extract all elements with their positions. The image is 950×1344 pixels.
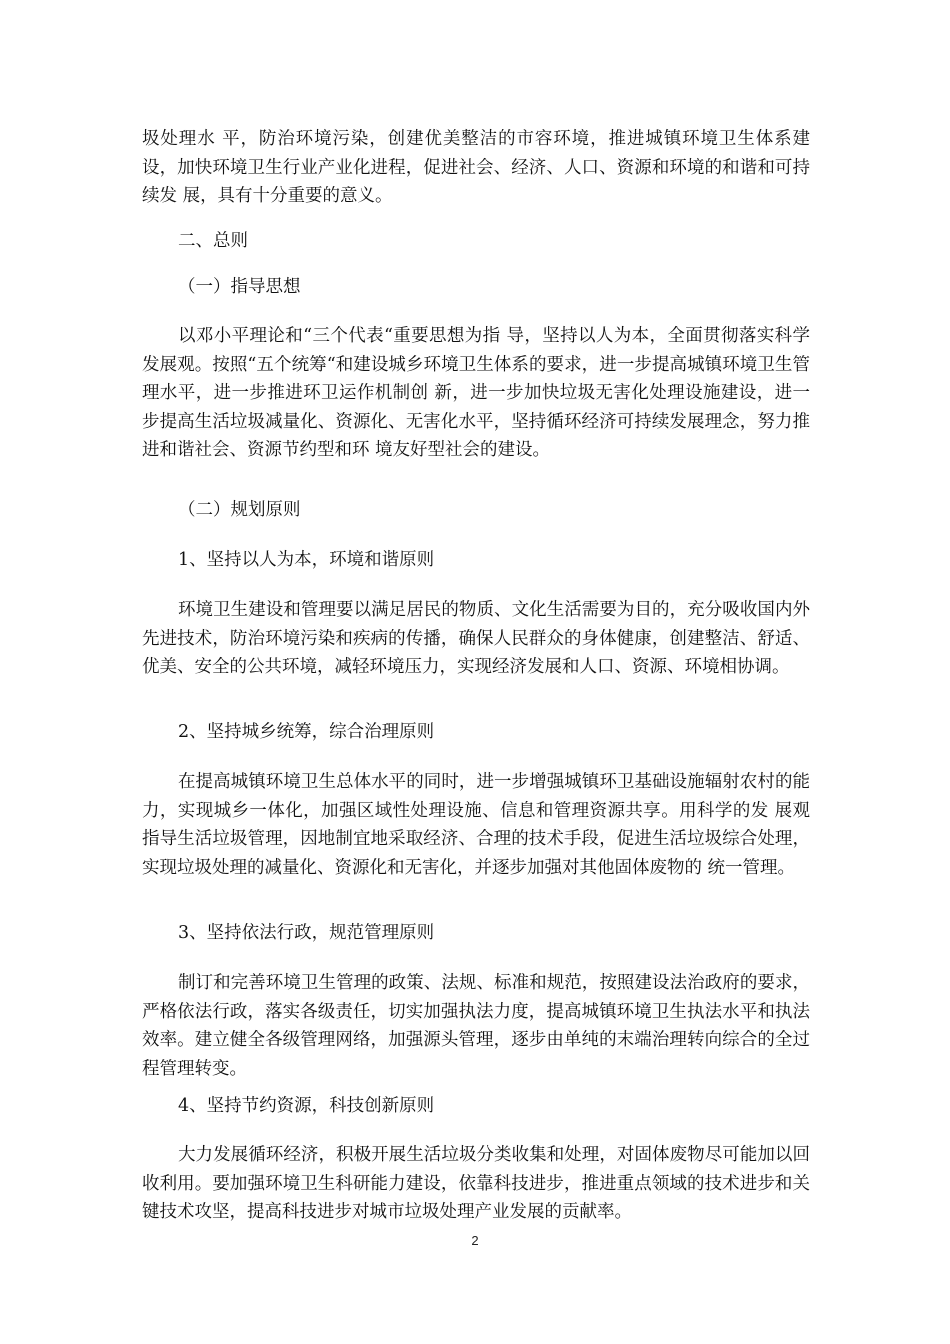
heading-text: 2、坚持城乡统筹，综合治理原则 <box>178 722 435 742</box>
paragraph-principle-3 <box>142 969 810 1083</box>
principle-heading-3 <box>142 919 810 948</box>
heading-text: 4、坚持节约资源，科技创新原则 <box>178 1096 435 1116</box>
paragraph-continuation <box>142 125 810 211</box>
heading-text: （二）规划原则 <box>178 500 301 520</box>
paragraph-text: 制订和完善环境卫生管理的政策、法规、标准和规范，按照建设法治政府的要求，严格依法行政，落实各级责任，切实加强执法力度，提高城镇环境卫生执法水平和执法效率。建立健全各级管理网络，加强源头管理，逐步由单纯的末端治理转向综合的全过程管理转变。 <box>142 973 810 1079</box>
subheading-guiding-ideology <box>142 273 810 302</box>
paragraph-text: 在提高城镇环境卫生总体水平的同时，进一步增强城镇环卫基础设施辐射农村的能力，实现城乡一体化，加强区域性处理设施、信息和管理资源共享。用科学的发 展观指导生活垃圾管理，因地制宜地采取经济、合理的技术手段，促进生活垃圾综合处理，实现垃圾处理的减量化、资源化和无害化，并逐步加强对其他固体废物的 统一管理。 <box>142 772 810 878</box>
heading-text: 3、坚持依法行政，规范管理原则 <box>178 923 435 943</box>
principle-heading-2 <box>142 718 810 747</box>
paragraph-text: 圾处理水 平，防治环境污染，创建优美整洁的市容环境，推进城镇环境卫生体系建设，加快环境卫生行业产业化进程，促进社会、经济、人口、资源和环境的和谐和可持续发 展，具有十分重要的意义。 <box>142 129 810 206</box>
paragraph-text: 环境卫生建设和管理要以满足居民的物质、文化生活需要为目的，充分吸收国内外先进技术，防治环境污染和疾病的传播，确保人民群众的身体健康，创建整洁、舒适、优美、安全的公共环境，减轻环境压力，实现经济发展和人口、资源、环境相协调。 <box>142 600 810 677</box>
section-heading-general-principles <box>142 227 810 256</box>
heading-text: （一）指导思想 <box>178 277 301 297</box>
page-number: 2 <box>471 1233 479 1248</box>
paragraph-text: 以邓小平理论和“三个代表“重要思想为指 导，坚持以人为本，全面贯彻落实科学发展观。按照“五个统筹“和建设城乡环境卫生体系的要求，进一步提高城镇环境卫生管理水平，进一步推进环卫运作机制创 新，进一步加快垃圾无害化处理设施建设，进一步提高生活垃圾减量化、资源化、无害化水平，坚持循环经济可持续发展理念，努力推进和谐社会、资源节约型和环 境友好型社会的建设。 <box>142 326 810 460</box>
paragraph-guiding-ideology <box>142 322 810 465</box>
paragraph-principle-1 <box>142 596 810 682</box>
heading-text: 二、总则 <box>178 231 248 251</box>
paragraph-principle-4 <box>142 1141 810 1227</box>
subheading-planning-principles <box>142 496 810 525</box>
principle-heading-1 <box>142 546 810 575</box>
principle-heading-4 <box>142 1092 810 1121</box>
heading-text: 1、坚持以人为本，环境和谐原则 <box>178 550 435 570</box>
paragraph-text: 大力发展循环经济，积极开展生活垃圾分类收集和处理，对固体废物尽可能加以回收利用。要加强环境卫生科研能力建设，依靠科技进步，推进重点领域的技术进步和关键技术攻坚，提高科技进步对城市垃圾处理产业发展的贡献率。 <box>142 1145 810 1222</box>
paragraph-principle-2 <box>142 768 810 882</box>
